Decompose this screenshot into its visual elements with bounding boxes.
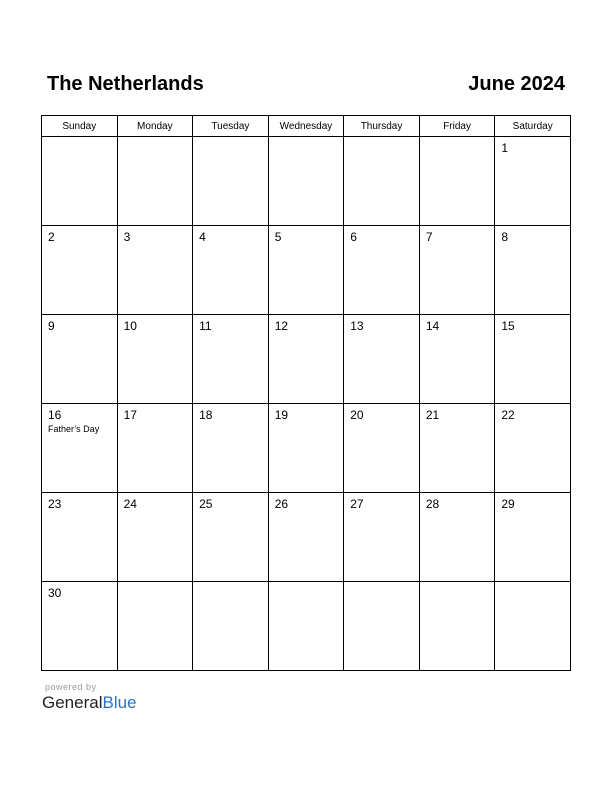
day-cell-content bbox=[269, 582, 344, 586]
empty-day-cell bbox=[495, 582, 571, 671]
calendar-grid bbox=[41, 115, 571, 671]
day-cell bbox=[117, 493, 193, 582]
day-number: 20 bbox=[350, 408, 364, 422]
day-number: 18 bbox=[199, 408, 213, 422]
day-cell-content bbox=[193, 404, 268, 422]
day-number: 30 bbox=[48, 586, 62, 600]
day-number: 28 bbox=[425, 497, 440, 511]
month-year-title: June 2024 bbox=[468, 73, 565, 95]
day-number: 3 bbox=[123, 230, 131, 244]
day-number: 26 bbox=[274, 497, 289, 511]
day-number: 13 bbox=[350, 319, 364, 333]
day-cell-content bbox=[495, 315, 570, 333]
day-number: 24 bbox=[123, 497, 137, 511]
day-number: 2 bbox=[48, 230, 55, 244]
day-cell bbox=[42, 226, 118, 315]
day-cell-content bbox=[118, 493, 193, 511]
day-cell bbox=[268, 404, 344, 493]
weekday-header: Wednesday bbox=[268, 116, 344, 137]
week-row bbox=[42, 137, 571, 226]
day-cell-content bbox=[420, 582, 495, 586]
day-cell-content bbox=[42, 137, 117, 141]
day-cell-content bbox=[344, 226, 419, 244]
day-cell-content bbox=[495, 582, 570, 586]
weekday-header-row bbox=[42, 116, 571, 137]
day-cell bbox=[42, 315, 118, 404]
day-number: 25 bbox=[199, 497, 213, 511]
empty-day-cell bbox=[419, 137, 495, 226]
weekday-header: Saturday bbox=[495, 116, 571, 137]
empty-day-cell bbox=[344, 582, 420, 671]
day-cell bbox=[193, 404, 269, 493]
day-number: 7 bbox=[425, 230, 433, 244]
day-cell bbox=[193, 315, 269, 404]
day-cell-content bbox=[344, 137, 419, 141]
day-number: 21 bbox=[425, 408, 440, 422]
day-cell bbox=[495, 493, 571, 582]
day-number: 4 bbox=[199, 230, 206, 244]
day-cell-content bbox=[118, 315, 193, 333]
week-row bbox=[42, 404, 571, 493]
day-cell bbox=[419, 493, 495, 582]
empty-day-cell bbox=[193, 137, 269, 226]
day-cell bbox=[117, 226, 193, 315]
day-cell-content bbox=[420, 137, 495, 141]
day-cell-content bbox=[420, 404, 495, 422]
day-cell bbox=[495, 404, 571, 493]
weekday-header: Friday bbox=[419, 116, 495, 137]
weekday-header: Monday bbox=[117, 116, 193, 137]
calendar-body bbox=[42, 137, 571, 671]
day-cell bbox=[495, 137, 571, 226]
day-cell-content bbox=[344, 582, 419, 586]
day-number: 22 bbox=[501, 408, 515, 422]
day-number: 14 bbox=[425, 319, 440, 333]
day-cell bbox=[495, 226, 571, 315]
day-cell-content bbox=[42, 226, 117, 244]
day-cell-content bbox=[269, 226, 344, 244]
day-cell bbox=[42, 493, 118, 582]
day-cell-content bbox=[193, 493, 268, 511]
empty-day-cell bbox=[344, 137, 420, 226]
day-number: 16 bbox=[48, 408, 62, 422]
day-number: 1 bbox=[501, 141, 509, 155]
day-cell bbox=[117, 315, 193, 404]
day-number: 29 bbox=[501, 497, 515, 511]
day-cell-content bbox=[193, 137, 268, 141]
holiday-label: Father’s Day bbox=[48, 424, 100, 434]
day-cell bbox=[193, 226, 269, 315]
day-cell-content bbox=[420, 493, 495, 511]
weekday-header: Thursday bbox=[344, 116, 420, 137]
day-cell bbox=[42, 582, 118, 671]
week-row bbox=[42, 582, 571, 671]
day-cell-content bbox=[495, 404, 570, 422]
day-number: 6 bbox=[350, 230, 357, 244]
day-cell-content bbox=[193, 582, 268, 586]
day-number: 15 bbox=[501, 319, 515, 333]
day-cell bbox=[419, 226, 495, 315]
day-number: 10 bbox=[123, 319, 137, 333]
day-cell bbox=[344, 226, 420, 315]
day-cell-content bbox=[269, 404, 344, 422]
generalblue-logo bbox=[42, 693, 137, 713]
day-cell bbox=[344, 315, 420, 404]
week-row bbox=[42, 493, 571, 582]
day-cell-content bbox=[118, 226, 193, 244]
day-cell-content bbox=[495, 226, 570, 244]
empty-day-cell bbox=[193, 582, 269, 671]
day-number: 9 bbox=[48, 319, 55, 333]
day-cell-content bbox=[344, 493, 419, 511]
week-row bbox=[42, 315, 571, 404]
day-cell bbox=[117, 404, 193, 493]
day-cell bbox=[268, 226, 344, 315]
day-cell-content bbox=[118, 404, 193, 422]
country-title: The Netherlands bbox=[47, 73, 204, 95]
day-cell-content bbox=[269, 315, 344, 333]
day-number: 23 bbox=[48, 497, 62, 511]
day-cell bbox=[193, 493, 269, 582]
day-cell-content bbox=[118, 137, 193, 141]
day-cell bbox=[419, 315, 495, 404]
day-number: 5 bbox=[274, 230, 282, 244]
day-cell-content bbox=[344, 315, 419, 333]
day-cell bbox=[419, 404, 495, 493]
weekday-header: Sunday bbox=[42, 116, 118, 137]
day-cell-content bbox=[42, 493, 117, 511]
empty-day-cell bbox=[419, 582, 495, 671]
empty-day-cell bbox=[268, 582, 344, 671]
day-number: 8 bbox=[501, 230, 509, 244]
day-number: 12 bbox=[274, 319, 289, 333]
day-cell-content bbox=[269, 137, 344, 141]
brand-general-text: General bbox=[42, 693, 103, 712]
day-cell bbox=[268, 493, 344, 582]
day-cell-content bbox=[193, 315, 268, 333]
day-cell-content bbox=[118, 582, 193, 586]
powered-by-label: powered by bbox=[45, 682, 97, 692]
brand-blue-text: Blue bbox=[102, 693, 137, 712]
day-cell-content bbox=[420, 226, 495, 244]
empty-day-cell bbox=[268, 137, 344, 226]
week-row bbox=[42, 226, 571, 315]
day-cell-content bbox=[495, 137, 570, 155]
day-cell bbox=[344, 404, 420, 493]
day-number: 27 bbox=[350, 497, 364, 511]
day-cell bbox=[495, 315, 571, 404]
day-number: 17 bbox=[123, 408, 137, 422]
empty-day-cell bbox=[117, 582, 193, 671]
day-cell bbox=[42, 404, 118, 493]
day-number: 19 bbox=[274, 408, 289, 422]
day-cell-content bbox=[344, 404, 419, 422]
day-cell-content bbox=[42, 404, 117, 435]
empty-day-cell bbox=[117, 137, 193, 226]
day-cell bbox=[344, 493, 420, 582]
day-cell-content bbox=[495, 493, 570, 511]
day-cell-content bbox=[420, 315, 495, 333]
weekday-header: Tuesday bbox=[193, 116, 269, 137]
day-cell-content bbox=[42, 315, 117, 333]
day-cell-content bbox=[42, 582, 117, 600]
day-cell bbox=[268, 315, 344, 404]
day-number: 11 bbox=[199, 319, 212, 333]
day-cell-content bbox=[269, 493, 344, 511]
empty-day-cell bbox=[42, 137, 118, 226]
day-cell-content bbox=[193, 226, 268, 244]
